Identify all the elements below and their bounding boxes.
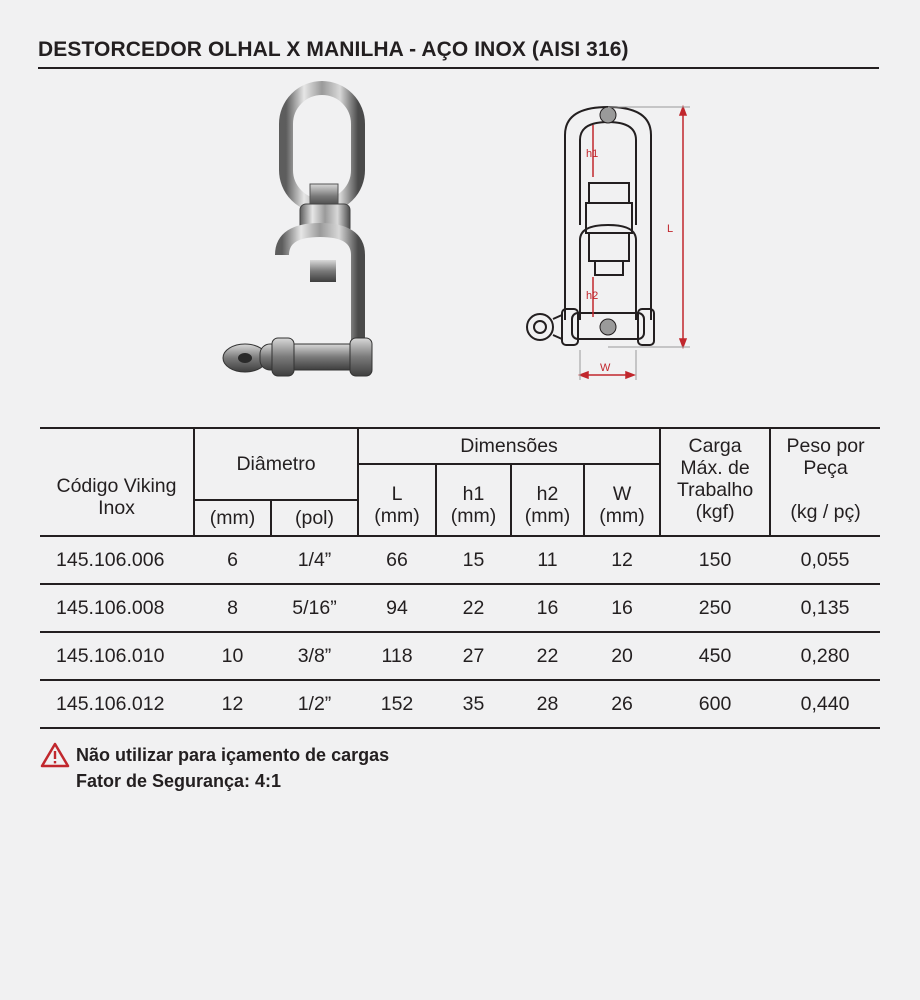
cell-h1: 35 xyxy=(436,680,511,728)
title-divider xyxy=(38,67,879,69)
table-row xyxy=(40,536,880,584)
header-mm: (mm) xyxy=(194,500,271,536)
header-diametro: Diâmetro xyxy=(194,428,358,500)
safety-factor-text: Fator de Segurança: 4:1 xyxy=(76,771,282,791)
cell-pol: 1/4” xyxy=(271,536,358,584)
cell-codigo: 145.106.008 xyxy=(40,584,194,632)
cell-h2: 28 xyxy=(511,680,584,728)
cell-peso: 0,055 xyxy=(770,536,880,584)
cell-h1: 15 xyxy=(436,536,511,584)
header-carga: Carga Máx. de Trabalho (kgf) xyxy=(660,428,770,536)
label-W: W xyxy=(600,362,611,374)
cell-L: 94 xyxy=(358,584,436,632)
cell-carga: 150 xyxy=(660,536,770,584)
warning-triangle-icon xyxy=(40,742,70,768)
cell-h1: 22 xyxy=(436,584,511,632)
warning-note xyxy=(40,742,389,794)
cell-h2: 22 xyxy=(511,632,584,680)
cell-peso: 0,135 xyxy=(770,584,880,632)
cell-W: 16 xyxy=(584,584,660,632)
cell-carga: 450 xyxy=(660,632,770,680)
cell-mm: 10 xyxy=(194,632,271,680)
cell-W: 26 xyxy=(584,680,660,728)
cell-h2: 16 xyxy=(511,584,584,632)
cell-h2: 11 xyxy=(511,536,584,584)
cell-mm: 6 xyxy=(194,536,271,584)
cell-pol: 3/8” xyxy=(271,632,358,680)
header-W: W (mm) xyxy=(584,464,660,536)
cell-codigo: 145.106.006 xyxy=(40,536,194,584)
cell-pol: 5/16” xyxy=(271,584,358,632)
cell-L: 66 xyxy=(358,536,436,584)
page-title: DESTORCEDOR OLHAL X MANILHA - AÇO INOX (AISI 316) xyxy=(38,38,629,61)
cell-carga: 600 xyxy=(660,680,770,728)
header-codigo: Código Viking Inox xyxy=(40,428,194,536)
cell-mm: 12 xyxy=(194,680,271,728)
cell-peso: 0,280 xyxy=(770,632,880,680)
table-row xyxy=(40,584,880,632)
swivel-photo xyxy=(210,80,410,400)
header-dimensoes: Dimensões xyxy=(358,428,660,464)
header-pol: (pol) xyxy=(271,500,358,536)
header-peso: Peso por Peça (kg / pç) xyxy=(770,428,880,536)
table-row xyxy=(40,632,880,680)
header-h1: h1 (mm) xyxy=(436,464,511,536)
label-h1: h1 xyxy=(586,148,599,160)
cell-mm: 8 xyxy=(194,584,271,632)
header-h2: h2 (mm) xyxy=(511,464,584,536)
cell-pol: 1/2” xyxy=(271,680,358,728)
label-h2: h2 xyxy=(586,290,599,302)
cell-W: 12 xyxy=(584,536,660,584)
cell-W: 20 xyxy=(584,632,660,680)
dimension-diagram xyxy=(510,95,710,385)
spec-table xyxy=(40,427,880,729)
cell-peso: 0,440 xyxy=(770,680,880,728)
cell-carga: 250 xyxy=(660,584,770,632)
header-L: L (mm) xyxy=(358,464,436,536)
cell-h1: 27 xyxy=(436,632,511,680)
cell-codigo: 145.106.012 xyxy=(40,680,194,728)
cell-L: 152 xyxy=(358,680,436,728)
cell-codigo: 145.106.010 xyxy=(40,632,194,680)
warning-text: Não utilizar para içamento de cargas xyxy=(76,745,390,765)
table-row xyxy=(40,680,880,728)
label-L: L xyxy=(667,223,674,235)
cell-L: 118 xyxy=(358,632,436,680)
